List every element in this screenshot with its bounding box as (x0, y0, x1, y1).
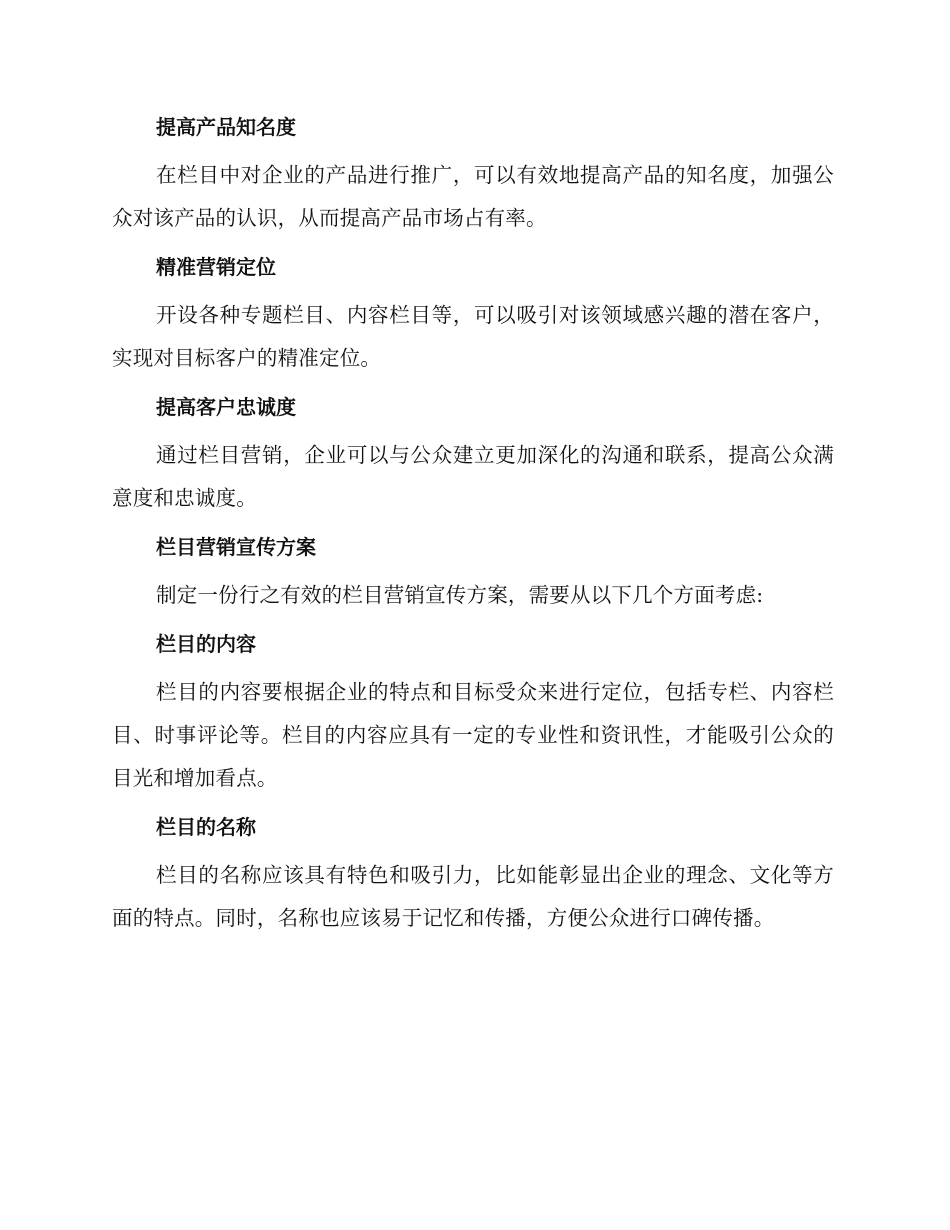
section-heading-precision-positioning: 精准营销定位 (156, 255, 276, 279)
section-paragraph-column-name: 栏目的名称应该具有特色和吸引力，比如能彰显出企业的理念、文化等方面的特点。同时，名称也应该易于记忆和传播，方便公众进行口碑传播。 (112, 863, 834, 930)
section-paragraph-customer-loyalty: 通过栏目营销，企业可以与公众建立更加深化的沟通和联系，提高公众满意度和忠诚度。 (112, 443, 834, 510)
section-paragraph-product-awareness: 在栏目中对企业的产品进行推广，可以有效地提高产品的知名度，加强公众对该产品的认识，从而提高产品市场占有率。 (112, 163, 834, 230)
section-heading-promotion-plan: 栏目营销宣传方案 (156, 535, 316, 559)
document-body (112, 108, 834, 948)
section-heading-column-content: 栏目的内容 (156, 632, 256, 656)
section-paragraph-precision-positioning: 开设各种专题栏目、内容栏目等，可以吸引对该领域感兴趣的潜在客户，实现对目标客户的精准定位。 (112, 303, 834, 370)
section-paragraph-column-content: 栏目的内容要根据企业的特点和目标受众来进行定位，包括专栏、内容栏目、时事评论等。栏目的内容应具有一定的专业性和资讯性，才能吸引公众的目光和增加看点。 (112, 680, 834, 790)
section-paragraph-promotion-plan: 制定一份行之有效的栏目营销宣传方案，需要从以下几个方面考虑: (156, 583, 764, 607)
section-heading-customer-loyalty: 提高客户忠诚度 (156, 395, 296, 419)
section-heading-product-awareness: 提高产品知名度 (156, 115, 296, 139)
section-heading-column-name: 栏目的名称 (156, 815, 256, 839)
